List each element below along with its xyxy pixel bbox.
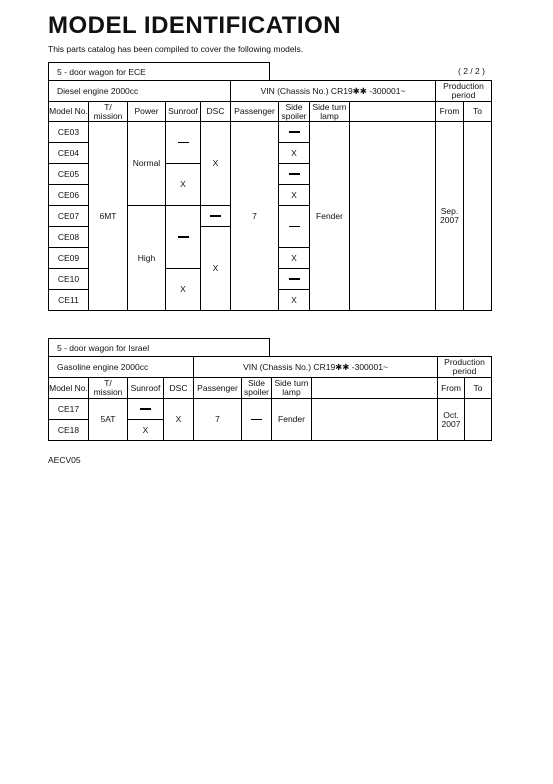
ece-col-tmission: T/ mission bbox=[89, 102, 128, 122]
ece-spoiler-cell bbox=[279, 269, 310, 290]
israel-table bbox=[48, 356, 492, 441]
ece-spoiler-cell bbox=[279, 122, 310, 143]
dash-mark bbox=[289, 226, 300, 227]
page-title: MODEL IDENTIFICATION bbox=[48, 12, 342, 39]
israel-model-cell: CE18 bbox=[49, 420, 89, 441]
ece-to-cell bbox=[464, 122, 492, 311]
israel-tmission-cell: 5AT bbox=[89, 399, 128, 441]
israel-col-blank bbox=[312, 378, 438, 399]
ece-spoiler-cell: X bbox=[279, 290, 310, 311]
ece-power-normal: Normal bbox=[128, 122, 166, 206]
israel-sunroof-cell: X bbox=[128, 420, 164, 441]
israel-tab: 5 - door wagon for Israel bbox=[48, 338, 270, 356]
ece-col-from: From bbox=[436, 102, 464, 122]
ece-spoiler-cell: X bbox=[279, 185, 310, 206]
dash-mark bbox=[210, 215, 221, 216]
israel-spoiler-cell bbox=[242, 399, 272, 441]
ece-sunroof-cell bbox=[166, 122, 201, 164]
page-subtitle: This parts catalog has been compiled to cover the following models. bbox=[48, 44, 304, 54]
ece-col-model: Model No. bbox=[49, 102, 89, 122]
ece-spoiler-cell: X bbox=[279, 143, 310, 164]
ece-blank-cell bbox=[350, 122, 436, 311]
ece-col-side-turn-lamp: Side turn lamp bbox=[310, 102, 350, 122]
israel-col-model: Model No. bbox=[49, 378, 89, 399]
ece-model-cell: CE07 bbox=[49, 206, 89, 227]
ece-from-cell: Sep. 2007 bbox=[436, 122, 464, 311]
page-number: ( 2 / 2 ) bbox=[458, 66, 485, 76]
ece-col-power: Power bbox=[128, 102, 166, 122]
israel-col-sunroof: Sunroof bbox=[128, 378, 164, 399]
israel-blank-cell bbox=[312, 399, 438, 441]
ece-vin: VIN (Chassis No.) CR19✱✱ -300001~ bbox=[231, 81, 436, 102]
ece-col-passenger: Passenger bbox=[231, 102, 279, 122]
footer-code: AECV05 bbox=[48, 455, 81, 465]
ece-model-cell: CE03 bbox=[49, 122, 89, 143]
israel-col-tmission: T/ mission bbox=[89, 378, 128, 399]
ece-table bbox=[48, 80, 492, 311]
israel-to-cell bbox=[465, 399, 492, 441]
ece-model-cell: CE08 bbox=[49, 227, 89, 248]
israel-col-dsc: DSC bbox=[164, 378, 194, 399]
dash-mark bbox=[178, 236, 189, 237]
ece-spoiler-cell: X bbox=[279, 248, 310, 269]
israel-col-side-turn-lamp: Side turn lamp bbox=[272, 378, 312, 399]
ece-col-side-spoiler: Side spoiler bbox=[279, 102, 310, 122]
ece-tmission-cell: 6MT bbox=[89, 122, 128, 311]
israel-production-header: Production period bbox=[438, 357, 492, 378]
israel-from-cell: Oct. 2007 bbox=[438, 399, 465, 441]
israel-dsc-cell: X bbox=[164, 399, 194, 441]
ece-sunroof-cell bbox=[166, 206, 201, 269]
ece-col-to: To bbox=[464, 102, 492, 122]
ece-turn-lamp-cell: Fender bbox=[310, 122, 350, 311]
ece-spoiler-cell bbox=[279, 206, 310, 248]
israel-passenger-cell: 7 bbox=[194, 399, 242, 441]
israel-vin: VIN (Chassis No.) CR19✱✱ -300001~ bbox=[194, 357, 438, 378]
ece-col-blank bbox=[350, 102, 436, 122]
ece-model-cell: CE10 bbox=[49, 269, 89, 290]
israel-col-from: From bbox=[438, 378, 465, 399]
ece-power-high: High bbox=[128, 206, 166, 311]
dash-mark bbox=[178, 142, 189, 143]
ece-spoiler-cell bbox=[279, 164, 310, 185]
israel-sunroof-cell bbox=[128, 399, 164, 420]
dash-mark bbox=[289, 173, 300, 174]
dash-mark bbox=[140, 408, 151, 409]
ece-tab: 5 - door wagon for ECE bbox=[48, 62, 270, 80]
ece-dsc-cell bbox=[201, 206, 231, 227]
israel-col-to: To bbox=[465, 378, 492, 399]
ece-engine: Diesel engine 2000cc bbox=[49, 81, 231, 102]
ece-model-cell: CE05 bbox=[49, 164, 89, 185]
israel-model-cell: CE17 bbox=[49, 399, 89, 420]
dash-mark bbox=[289, 278, 300, 279]
ece-model-cell: CE04 bbox=[49, 143, 89, 164]
ece-col-dsc: DSC bbox=[201, 102, 231, 122]
ece-col-sunroof: Sunroof bbox=[166, 102, 201, 122]
ece-passenger-cell: 7 bbox=[231, 122, 279, 311]
ece-sunroof-cell: X bbox=[166, 269, 201, 311]
ece-dsc-cell: X bbox=[201, 227, 231, 311]
ece-dsc-cell: X bbox=[201, 122, 231, 206]
ece-model-cell: CE09 bbox=[49, 248, 89, 269]
israel-col-side-spoiler: Side spoiler bbox=[242, 378, 272, 399]
ece-sunroof-cell: X bbox=[166, 164, 201, 206]
ece-model-cell: CE11 bbox=[49, 290, 89, 311]
israel-turn-lamp-cell: Fender bbox=[272, 399, 312, 441]
israel-col-passenger: Passenger bbox=[194, 378, 242, 399]
ece-production-header: Production period bbox=[436, 81, 492, 102]
ece-model-cell: CE06 bbox=[49, 185, 89, 206]
dash-mark bbox=[289, 131, 300, 132]
dash-mark bbox=[251, 419, 262, 420]
israel-engine: Gasoline engine 2000cc bbox=[49, 357, 194, 378]
